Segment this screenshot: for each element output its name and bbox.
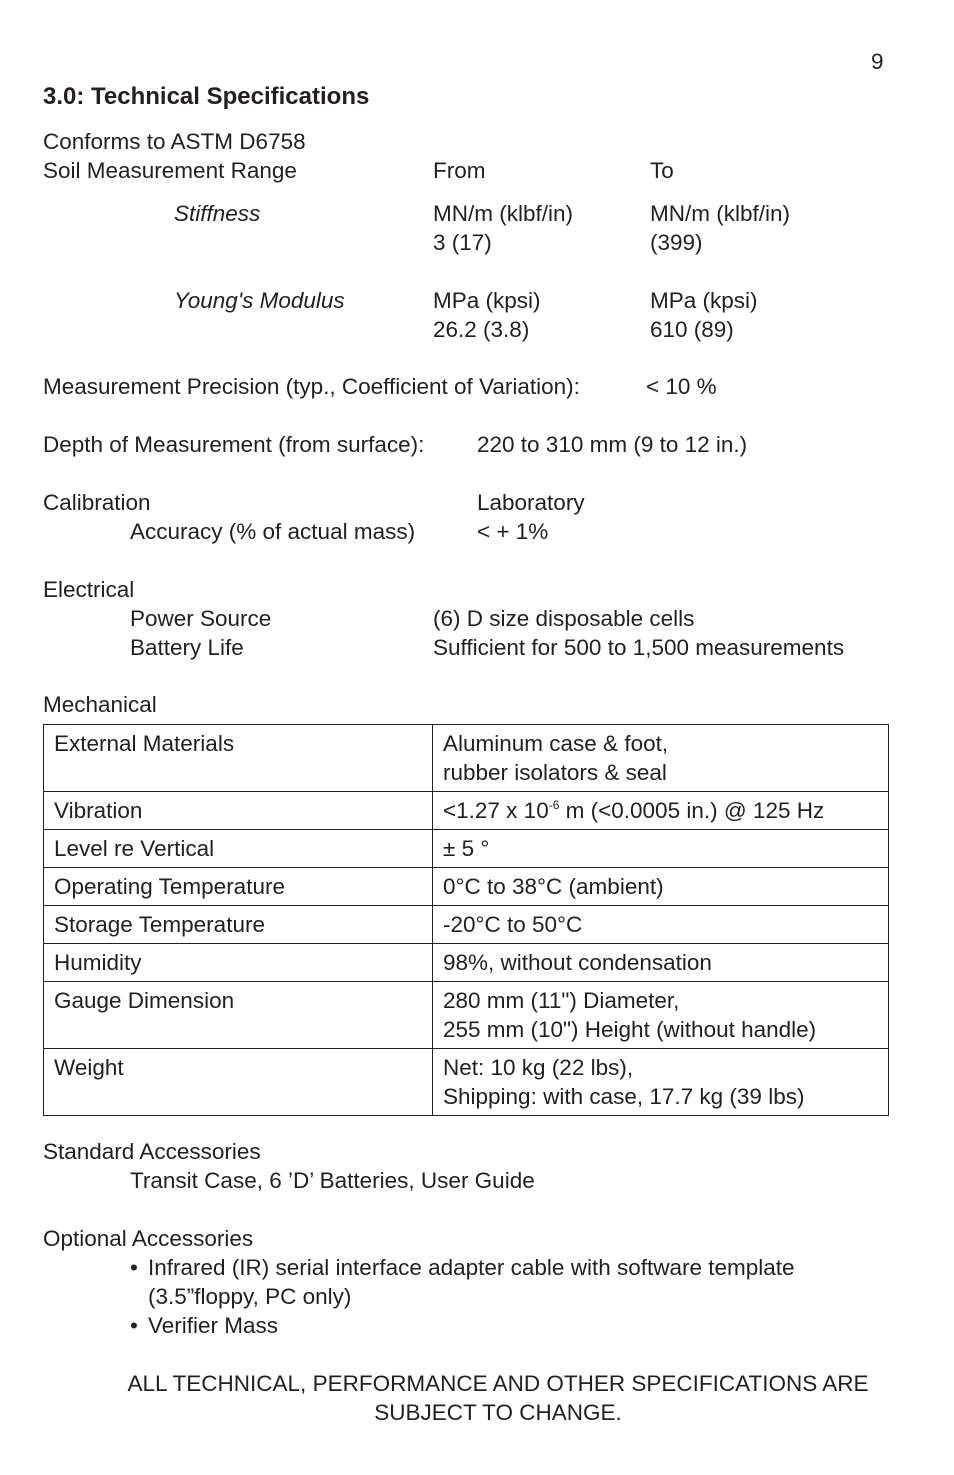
optional-item-line: Verifier Mass	[148, 1313, 279, 1338]
table-row	[44, 906, 889, 944]
youngs-from-value: 26.2 (3.8)	[433, 317, 530, 342]
spec-name-cell: Humidity	[44, 944, 433, 982]
mechanical-table	[43, 724, 889, 1116]
spec-name-cell: Weight	[44, 1049, 433, 1116]
stiffness-from-value: 3 (17)	[433, 230, 492, 255]
battery-life-value: Sufficient for 500 to 1,500 measurements	[433, 635, 845, 660]
spec-value-cell	[433, 792, 889, 830]
spec-name-cell: Level re Vertical	[44, 830, 433, 868]
optional-accessories-label: Optional Accessories	[43, 1226, 254, 1251]
depth-label: Depth of Measurement	[43, 432, 272, 457]
calibration-label: Calibration	[43, 490, 151, 515]
spec-value-cell: 0°C to 38°C (ambient)	[433, 868, 889, 906]
stiffness-to-value: (399)	[650, 230, 703, 255]
accuracy-value: < + 1%	[477, 519, 549, 544]
bullet-glyph: •	[130, 1255, 138, 1280]
optional-item-line: (3.5”floppy, PC only)	[148, 1284, 352, 1309]
table-row	[44, 944, 889, 982]
disclaimer-line: SUBJECT TO CHANGE.	[374, 1400, 622, 1425]
spec-name-cell: Operating Temperature	[44, 868, 433, 906]
depth-qualifier: (from surface):	[271, 432, 425, 457]
table-row	[44, 830, 889, 868]
spec-value-cell	[433, 1049, 889, 1116]
youngs-label: Young's Modulus	[174, 288, 345, 313]
power-source-value: (6) D size disposable cells	[433, 606, 695, 631]
disclaimer-line: ALL TECHNICAL, PERFORMANCE AND OTHER SPECIFICATIONS ARE	[127, 1371, 869, 1396]
bullet-glyph: •	[130, 1313, 138, 1338]
optional-item-line: Infrared (IR) serial interface adapter cable with software template	[148, 1255, 795, 1280]
spec-value-cell	[433, 982, 889, 1049]
spec-value-cell: -20°C to 50°C	[433, 906, 889, 944]
table-row	[44, 868, 889, 906]
table-row	[44, 792, 889, 830]
from-header: From	[433, 158, 486, 183]
spec-name-cell: Vibration	[44, 792, 433, 830]
stiffness-label: Stiffness	[174, 201, 261, 226]
table-row	[44, 1049, 889, 1116]
spec-value-line: Net: 10 kg (22 lbs),	[443, 1055, 634, 1080]
youngs-to-unit: MPa (kpsi)	[650, 288, 758, 313]
conforms-text: Conforms to ASTM D6758	[43, 129, 306, 154]
mechanical-label: Mechanical	[43, 692, 157, 717]
section-title: 3.0: Technical Specifications	[43, 83, 370, 110]
stiffness-to-unit: MN/m (klbf/in)	[650, 201, 790, 226]
spec-value-cell: ± 5 °	[433, 830, 889, 868]
spec-value-part: <1.27 x 10	[443, 798, 549, 823]
spec-value-cell: 98%, without condensation	[433, 944, 889, 982]
standard-accessories-value: Transit Case, 6 ’D’ Batteries, User Guide	[130, 1168, 535, 1193]
calibration-value: Laboratory	[477, 490, 585, 515]
precision-label: Measurement Precision	[43, 374, 280, 399]
accuracy-label: Accuracy (% of actual mass)	[130, 519, 416, 544]
spec-value-exponent: -6	[548, 798, 560, 812]
power-source-label: Power Source	[130, 606, 272, 631]
youngs-from-unit: MPa (kpsi)	[433, 288, 541, 313]
battery-life-label: Battery Life	[130, 635, 244, 660]
spec-value-line: rubber isolators & seal	[443, 760, 667, 785]
spec-value-part: m (<0.0005 in.) @ 125 Hz	[559, 798, 825, 823]
spec-name-cell: Storage Temperature	[44, 906, 433, 944]
to-header: To	[650, 158, 674, 183]
spec-name-cell: External Materials	[44, 725, 433, 792]
table-row	[44, 982, 889, 1049]
electrical-label: Electrical	[43, 577, 135, 602]
spec-value-line: 255 mm (10") Height (without handle)	[443, 1017, 817, 1042]
spec-value-cell	[433, 725, 889, 792]
spec-name-cell: Gauge Dimension	[44, 982, 433, 1049]
depth-value: 220 to 310 mm (9 to 12 in.)	[477, 432, 748, 457]
table-row	[44, 725, 889, 792]
stiffness-from-unit: MN/m (klbf/in)	[433, 201, 573, 226]
page-number: 9	[871, 49, 884, 74]
youngs-to-value: 610 (89)	[650, 317, 734, 342]
depth-line	[43, 430, 424, 459]
precision-qualifier: (typ., Coefficient of Variation):	[279, 374, 580, 399]
spec-value-line: Aluminum case & foot,	[443, 731, 669, 756]
spec-value-line: 280 mm (11") Diameter,	[443, 988, 680, 1013]
spec-value-line: Shipping: with case, 17.7 kg (39 lbs)	[443, 1084, 805, 1109]
precision-value: < 10 %	[646, 374, 717, 399]
standard-accessories-label: Standard Accessories	[43, 1139, 261, 1164]
soil-range-label: Soil Measurement Range	[43, 158, 297, 183]
disclaimer-footer	[43, 1369, 953, 1427]
precision-line	[43, 372, 580, 401]
